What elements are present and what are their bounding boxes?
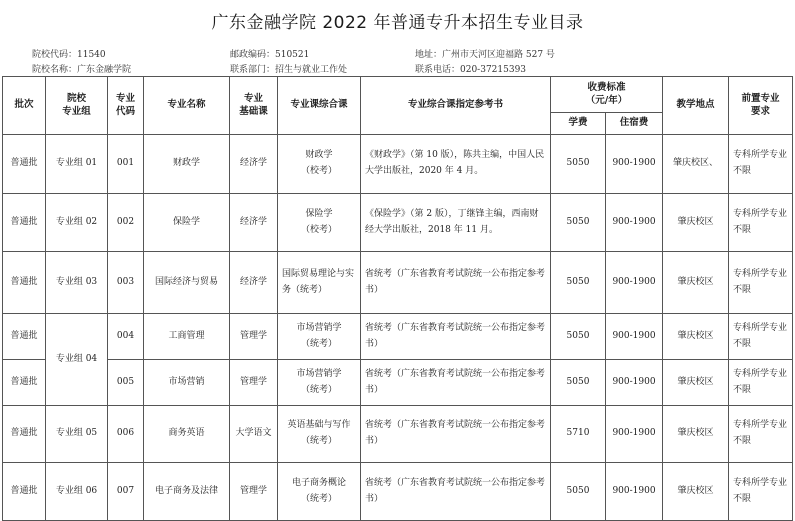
location-cell: 肇庆校区	[663, 463, 729, 521]
batch-cell: 普通批	[3, 360, 46, 406]
location-cell: 肇庆校区	[663, 406, 729, 463]
prerequisite-cell: 专科所学专业不限	[729, 252, 793, 314]
major-name-cell: 财政学	[144, 135, 230, 194]
major-name-cell: 商务英语	[144, 406, 230, 463]
code-cell: 007	[108, 463, 144, 521]
location-cell: 肇庆校区	[663, 360, 729, 406]
contact-phone: 联系电话：020-37215393	[415, 65, 527, 75]
lodging-cell: 900-1900	[606, 314, 663, 360]
comprehensive-course-cell: 国际贸易理论与实务（统考）	[278, 252, 361, 314]
header-batch: 批次	[3, 77, 46, 135]
batch-cell: 普通批	[3, 463, 46, 521]
header-fee: 收费标准 （元/年）	[551, 77, 663, 113]
group-cell: 专业组 01	[46, 135, 108, 194]
group-cell: 专业组 03	[46, 252, 108, 314]
header-major-name: 专业名称	[144, 77, 230, 135]
tuition-cell: 5050	[551, 194, 606, 252]
lodging-cell: 900-1900	[606, 360, 663, 406]
prerequisite-cell: 专科所学专业不限	[729, 135, 793, 194]
basic-course-cell: 管理学	[230, 463, 278, 521]
code-cell: 005	[108, 360, 144, 406]
comprehensive-course-cell: 市场营销学 （统考）	[278, 314, 361, 360]
header-tuition: 学费	[551, 113, 606, 135]
code-cell: 003	[108, 252, 144, 314]
basic-course-cell: 管理学	[230, 314, 278, 360]
header-basic-course: 专业 基础课	[230, 77, 278, 135]
location-cell: 肇庆校区、	[663, 135, 729, 194]
lodging-cell: 900-1900	[606, 406, 663, 463]
table-row	[3, 314, 793, 360]
tuition-cell: 5050	[551, 360, 606, 406]
major-catalog-table	[2, 76, 793, 521]
tuition-cell: 5710	[551, 406, 606, 463]
reference-book-cell: 省统考（广东省教育考试院统一公布指定参考书）	[361, 252, 551, 314]
major-name-cell: 市场营销	[144, 360, 230, 406]
table-row	[3, 406, 793, 463]
contact-department: 联系部门：招生与就业工作处	[230, 65, 348, 75]
table-row	[3, 194, 793, 252]
prerequisite-cell: 专科所学专业不限	[729, 314, 793, 360]
major-name-cell: 保险学	[144, 194, 230, 252]
address: 地址：广州市天河区迎福路 527 号	[415, 50, 555, 60]
comprehensive-course-cell: 电子商务概论 （统考）	[278, 463, 361, 521]
group-cell: 专业组 06	[46, 463, 108, 521]
location-cell: 肇庆校区	[663, 194, 729, 252]
table-row	[3, 135, 793, 194]
school-code: 院校代码：11540	[32, 50, 106, 60]
postcode: 邮政编码：510521	[230, 50, 310, 60]
comprehensive-course-cell: 保险学 （校考）	[278, 194, 361, 252]
prerequisite-cell: 专科所学专业不限	[729, 360, 793, 406]
prerequisite-cell: 专科所学专业不限	[729, 406, 793, 463]
code-cell: 002	[108, 194, 144, 252]
reference-book-cell: 省统考（广东省教育考试院统一公布指定参考书）	[361, 314, 551, 360]
batch-cell: 普通批	[3, 194, 46, 252]
lodging-cell: 900-1900	[606, 194, 663, 252]
header-group: 院校 专业组	[46, 77, 108, 135]
tuition-cell: 5050	[551, 252, 606, 314]
tuition-cell: 5050	[551, 463, 606, 521]
school-name: 院校名称：广东金融学院	[32, 65, 132, 75]
header-comprehensive-course: 专业课综合课	[278, 77, 361, 135]
table-row	[3, 360, 793, 406]
lodging-cell: 900-1900	[606, 135, 663, 194]
basic-course-cell: 管理学	[230, 360, 278, 406]
header-prerequisite: 前置专业 要求	[729, 77, 793, 135]
prerequisite-cell: 专科所学专业不限	[729, 194, 793, 252]
page-title: 广东金融学院 2022 年普通专升本招生专业目录	[211, 13, 584, 33]
prerequisite-cell: 专科所学专业不限	[729, 463, 793, 521]
code-cell: 001	[108, 135, 144, 194]
location-cell: 肇庆校区	[663, 252, 729, 314]
lodging-cell: 900-1900	[606, 463, 663, 521]
group-cell: 专业组 02	[46, 194, 108, 252]
comprehensive-course-cell: 财政学 （校考）	[278, 135, 361, 194]
reference-book-cell: 省统考（广东省教育考试院统一公布指定参考书）	[361, 360, 551, 406]
table-row	[3, 463, 793, 521]
tuition-cell: 5050	[551, 314, 606, 360]
code-cell: 004	[108, 314, 144, 360]
major-name-cell: 电子商务及法律	[144, 463, 230, 521]
batch-cell: 普通批	[3, 135, 46, 194]
basic-course-cell: 大学语文	[230, 406, 278, 463]
comprehensive-course-cell: 市场营销学 （统考）	[278, 360, 361, 406]
major-name-cell: 国际经济与贸易	[144, 252, 230, 314]
header-code: 专业 代码	[108, 77, 144, 135]
location-cell: 肇庆校区	[663, 314, 729, 360]
group-cell: 专业组 04	[46, 314, 108, 406]
reference-book-cell: 省统考（广东省教育考试院统一公布指定参考书）	[361, 463, 551, 521]
batch-cell: 普通批	[3, 314, 46, 360]
reference-book-cell: 省统考（广东省教育考试院统一公布指定参考书）	[361, 406, 551, 463]
batch-cell: 普通批	[3, 252, 46, 314]
batch-cell: 普通批	[3, 406, 46, 463]
table-row	[3, 252, 793, 314]
header-location: 教学地点	[663, 77, 729, 135]
reference-book-cell: 《财政学》（第 10 版），陈共主编，中国人民大学出版社，2020 年 4 月。	[361, 135, 551, 194]
reference-book-cell: 《保险学》（第 2 版），丁继锋主编，西南财经大学出版社，2018 年 11 月。	[361, 194, 551, 252]
basic-course-cell: 经济学	[230, 135, 278, 194]
tuition-cell: 5050	[551, 135, 606, 194]
basic-course-cell: 经济学	[230, 252, 278, 314]
major-name-cell: 工商管理	[144, 314, 230, 360]
comprehensive-course-cell: 英语基础与写作 （统考）	[278, 406, 361, 463]
header-reference-book: 专业综合课指定参考书	[361, 77, 551, 135]
header-lodging: 住宿费	[606, 113, 663, 135]
code-cell: 006	[108, 406, 144, 463]
lodging-cell: 900-1900	[606, 252, 663, 314]
group-cell: 专业组 05	[46, 406, 108, 463]
basic-course-cell: 经济学	[230, 194, 278, 252]
